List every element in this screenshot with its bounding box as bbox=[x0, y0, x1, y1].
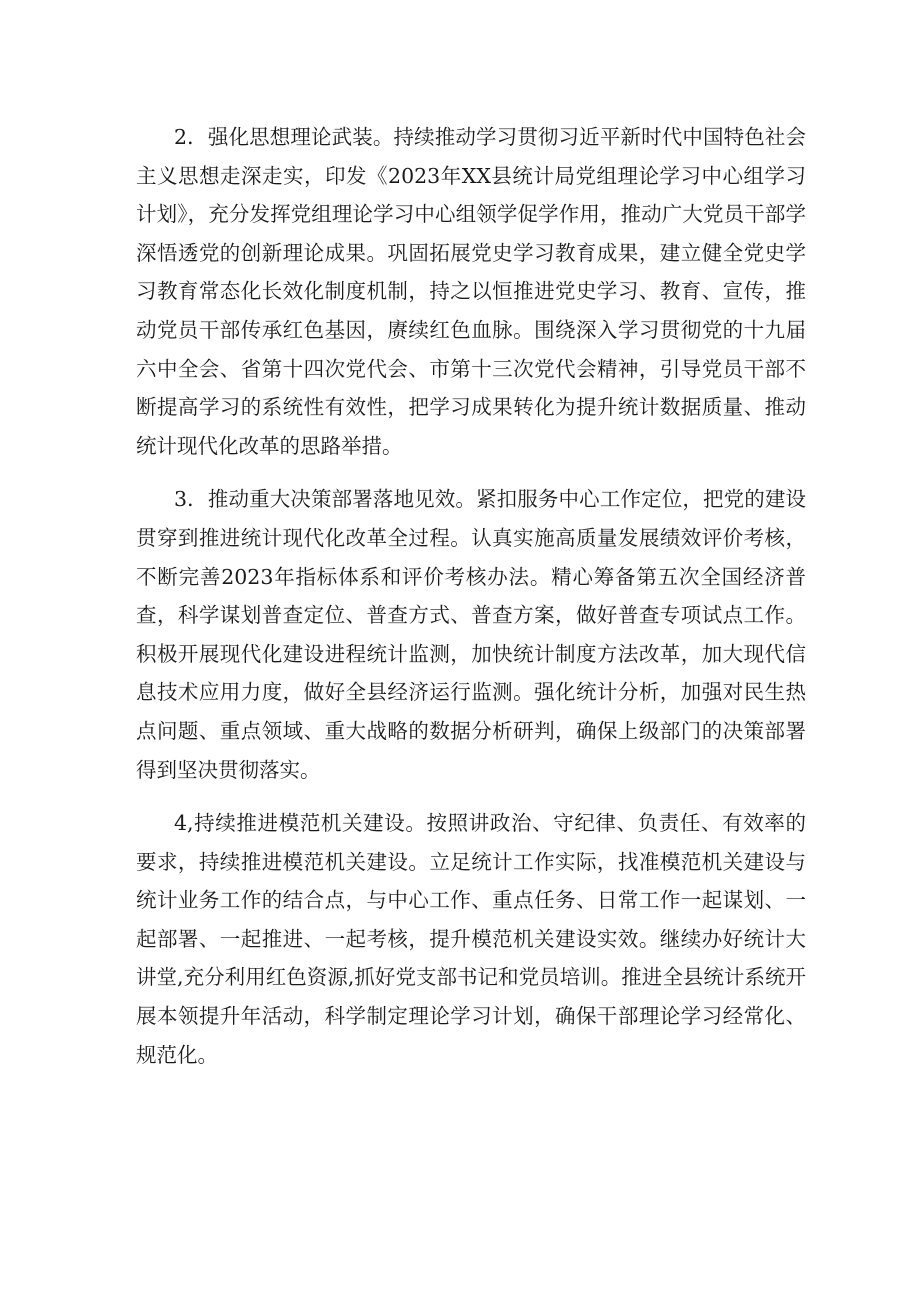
paragraph-4-number: 4, bbox=[174, 811, 194, 836]
paragraph-2-number: 2． bbox=[174, 125, 208, 149]
paragraph-4-text: 持续推进模范机关建设。按照讲政治、守纪律、负责任、有效率的要求，持续推进模范机关建设。立足统计工作实际，找准模范机关建设与统计业务工作的结合点，与中心工作、重点任务、日常工作一起谋划、一起部署、一起推进、一起考核，提升模范机关建设实效。继续办好统计大讲堂,充分利用红色资源,抓好党支部书记和党员培训。推进全县统计系统开展本领提升年活动，科学制定理论学习计划，确保干部理论学习经常化、规范化。 bbox=[136, 811, 806, 1067]
paragraph-3-number: 3． bbox=[174, 487, 208, 512]
paragraph-2-text: 强化思想理论武装。持续推动学习贯彻习近平新时代中国特色社会主义思想走深走实，印发《2023年XX县统计局党组理论学习中心组学习计划》，充分发挥党组理论学习中心组领学促学作用，推动广大党员干部学深悟透党的创新理论成果。巩固拓展党史学习教育成果，建立健全党史学习教育常态化长效化制度机制，持之以恒推进党史学习、教育、宣传，推动党员干部传承红色基因，赓续红色血脉。围绕深入学习贯彻党的十九届六中全会、省第十四次党代会、市第十三次党代会精神，引导党员干部不断提高学习的系统性有效性，把学习成果转化为提升统计数据质量、推动统计现代化改革的思路举措。 bbox=[136, 125, 807, 458]
paragraph-2 bbox=[136, 118, 806, 465]
paragraph-4 bbox=[136, 804, 806, 1074]
paragraph-3-text: 推动重大决策部署落地见效。紧扣服务中心工作定位，把党的建设贯穿到推进统计现代化改革全过程。认真实施高质量发展绩效评价考核，不断完善2023年指标体系和评价考核办法。精心筹备第五次全国经济普查，科学谋划普查定位、普查方式、普查方案，做好普查专项试点工作。积极开展现代化建设进程统计监测，加快统计制度方法改革，加大现代信息技术应用力度，做好全县经济运行监测。强化统计分析，加强对民生热点问题、重点领域、重大战略的数据分析研判，确保上级部门的决策部署得到坚决贯彻落实。 bbox=[136, 487, 807, 782]
document-body bbox=[136, 118, 806, 1089]
paragraph-3 bbox=[136, 480, 806, 789]
